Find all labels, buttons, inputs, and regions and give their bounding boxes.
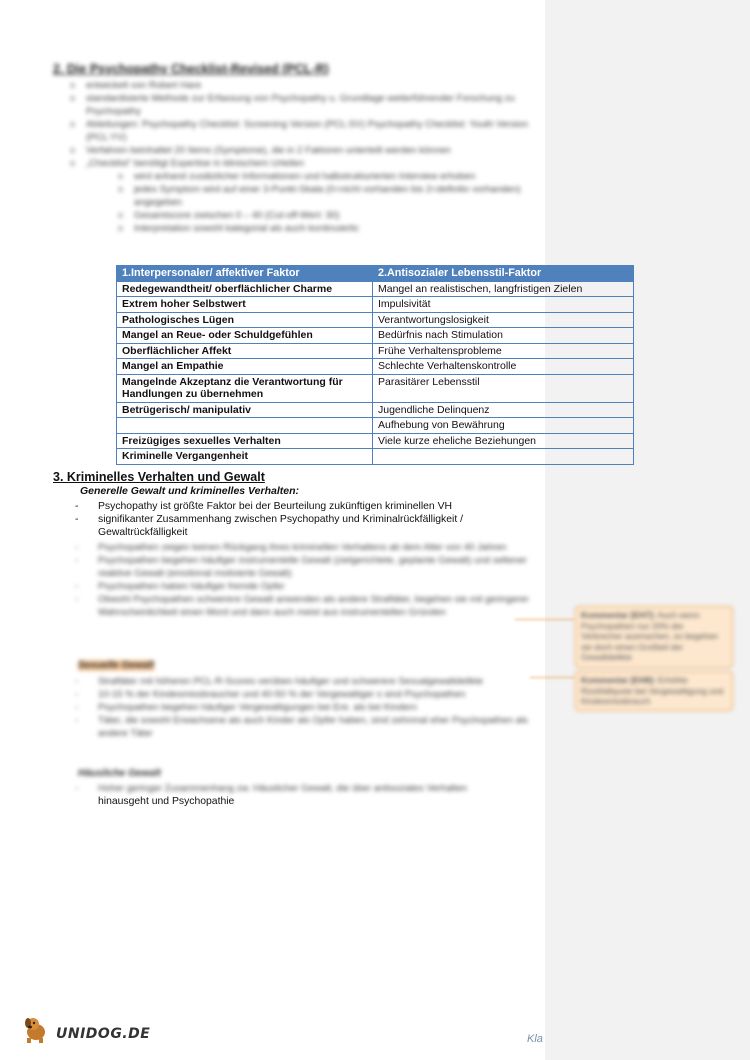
- bullet-item: o standardisierte Methode zur Erfassung von Psychopathy u. Grundlage weiterführender Forschung zu Psychopathy: [70, 92, 540, 118]
- comment-connector-line: [515, 619, 575, 620]
- section-3-subtitle: Generelle Gewalt und kriminelles Verhalten:: [80, 485, 300, 497]
- table-cell: Betrügerisch/ manipulativ: [117, 402, 373, 418]
- sub-bullet-item: o wird anhand zusätzlicher Informationen und halbstrukturierten Interview erhoben: [118, 170, 540, 183]
- bullet-item: o Abteilungen: Psychopathy Checklist: Screening Version (PCL:SV) Psychopathy Checklist: Youth Version (PCL:YV): [70, 118, 540, 144]
- comment-author: Kommentar [EH7]:: [581, 610, 656, 620]
- table-cell: Mangel an realistischen, langfristigen Zielen: [373, 281, 634, 297]
- comment-balloon[interactable]: [575, 606, 733, 668]
- table-cell: Viele kurze eheliche Beziehungen: [373, 433, 634, 449]
- list-item: - Psychopathen begehen häufiger instrumentelle Gewalt (zielgerichtete, geplante Gewalt) und seltener reaktive Gewalt (emotional motivierte Gewalt): [75, 554, 535, 580]
- sexual-violence-list: [75, 675, 535, 740]
- sub-bullet-item: o Interpretation sowohl kategorial als auch kontinuierlic: [118, 222, 540, 235]
- table-row: [117, 297, 634, 313]
- table-row: [117, 402, 634, 418]
- table-cell: Pathologisches Lügen: [117, 312, 373, 328]
- comment-balloon[interactable]: [575, 671, 733, 711]
- section-3-title: 3. Kriminelles Verhalten und Gewalt: [53, 470, 265, 484]
- list-item: - Täter, die sowohl Erwachsene als auch Kinder als Opfer haben, sind zehnmal eher Psychopathen als andere Täter: [75, 714, 535, 740]
- table-cell: Redegewandtheit/ oberflächlicher Charme: [117, 281, 373, 297]
- table-row: [117, 449, 634, 465]
- table-cell: Parasitärer Lebensstil: [373, 374, 634, 402]
- list-item: - Hoher geringer Zusammenhang zw. Häuslicher Gewalt, die über antisoziales Verhalten: [75, 782, 535, 795]
- table-row: [117, 433, 634, 449]
- table-cell: Bedürfnis nach Stimulation: [373, 328, 634, 344]
- dash-marker: -: [75, 514, 79, 525]
- table-row: [117, 281, 634, 297]
- pcl-factor-table: [116, 265, 634, 465]
- domestic-violence-clear-line: [75, 795, 530, 808]
- table-cell: Extrem hoher Selbstwert: [117, 297, 373, 313]
- comment-margin-panel: [545, 0, 750, 1060]
- dash-item-text: Psychopathy ist größte Faktor bei der Beurteilung zukünftigen kriminellen VH: [98, 501, 453, 512]
- comment-connector-line: [530, 677, 575, 678]
- table-row: [117, 343, 634, 359]
- table-header-row: [117, 266, 634, 282]
- highlighted-heading: Sexuelle Gewalt: [78, 660, 155, 671]
- comment-text: Auch wenn Psychopathen nur 20% der Verbrecher ausmachen, so begehen sie doch einen Großteil der Gewaltdelikte: [581, 610, 719, 662]
- table-cell: Oberflächlicher Affekt: [117, 343, 373, 359]
- footer-page-text: Kla: [527, 1033, 543, 1045]
- bullet-item: o Verfahren beinhaltet 20 Items (Symptome), die in 2 Faktoren unterteilt werden können: [70, 144, 540, 157]
- comment-text: Erhöhte Rückfallquote bei Vergewaltigung und Kindesmissbrauch: [581, 675, 724, 706]
- table-header-factor-2: 2.Antisozialer Lebensstil-Faktor: [373, 266, 634, 282]
- domestic-violence-heading: Häusliche Gewalt: [78, 768, 161, 779]
- bullet-item: o „Checklist“ benötigt Expertise in klinischem Urteilen: [70, 157, 540, 170]
- dash-list-item: [75, 513, 530, 539]
- section-2-bullet-list: [70, 79, 540, 235]
- comment-author: Kommentar [EH8]:: [581, 675, 656, 685]
- sexual-violence-heading: [78, 660, 154, 671]
- dog-logo-icon: [22, 1014, 56, 1044]
- table-row: [117, 374, 634, 402]
- table-cell: Frühe Verhaltensprobleme: [373, 343, 634, 359]
- table-row: [117, 418, 634, 434]
- sub-bullet-item: o jedes Symptom wird auf einer 3-Punkt-Skala (0=nicht vorhanden bis 2=definitiv vorhanden) angegeben: [118, 183, 540, 209]
- table-cell: Impulsivität: [373, 297, 634, 313]
- dash-list-item: [75, 500, 530, 513]
- table-cell: [117, 418, 373, 434]
- bullet-item: o entwickelt von Robert Hare: [70, 79, 540, 92]
- table-cell: [373, 449, 634, 465]
- list-item: - 10-15 % der Kindesmissbraucher und 40-50 % der Vergewaltiger s sind Psychopathen: [75, 688, 535, 701]
- list-item: - Obwohl Psychopathen schwerere Gewalt anwenden als andere Straftäter, begehen sie mit geringerer Wahrscheinlichkeit einen Mord und dann auch meist aus instrumentellen Gründen: [75, 593, 535, 619]
- table-cell: Mangel an Empathie: [117, 359, 373, 375]
- footer-brand-logo[interactable]: UNIDOG.DE: [56, 1026, 151, 1042]
- table-cell: Kriminelle Vergangenheit: [117, 449, 373, 465]
- table-cell: Mangelnde Akzeptanz die Verantwortung für Handlungen zu übernehmen: [117, 374, 373, 402]
- table-cell: Mangel an Reue- oder Schuldgefühlen: [117, 328, 373, 344]
- table-cell: Verantwortungslosigkeit: [373, 312, 634, 328]
- table-row: [117, 312, 634, 328]
- dash-item-text: signifikanter Zusammenhang zwischen Psychopathy und Kriminalrückfälligkeit / Gewaltrückfälligkeit: [98, 514, 463, 538]
- dash-marker: -: [75, 501, 79, 512]
- table-cell: Aufhebung von Bewährung: [373, 418, 634, 434]
- table-row: [117, 328, 634, 344]
- table-header-factor-1: 1.Interpersonaler/ affektiver Faktor: [117, 266, 373, 282]
- table-cell: Freizügiges sexuelles Verhalten: [117, 433, 373, 449]
- list-item: - Psychopathen haben häufiger fremde Opfer: [75, 580, 535, 593]
- sub-bullet-item: o Gesamtscore zwischen 0 – 40 (Cut-off-Wert: 30): [118, 209, 540, 222]
- table-row: [117, 359, 634, 375]
- section-3-blurred-list: [75, 541, 535, 619]
- table-cell: Jugendliche Delinquenz: [373, 402, 634, 418]
- list-item: - Psychopathen zeigen keinen Rückgang ihres kriminellen Verhaltens ab dem Alter von 40 Jahren: [75, 541, 535, 554]
- list-item-continuation: hinausgeht und Psychopathie: [98, 796, 235, 807]
- list-item: - Straftäter mit höheren PCL-R-Scores verüben häufiger und schwerere Sexualgewaltdelikte: [75, 675, 535, 688]
- section-2-title: 2. Die Psychopathy Checklist-Revised (PCL-R): [53, 62, 329, 76]
- list-item: - Psychopathen begehen häufiger Vergewaltigungen bei Ere. als bei Kindern: [75, 701, 535, 714]
- domestic-violence-list: [75, 782, 535, 795]
- table-cell: Schlechte Verhaltenskontrolle: [373, 359, 634, 375]
